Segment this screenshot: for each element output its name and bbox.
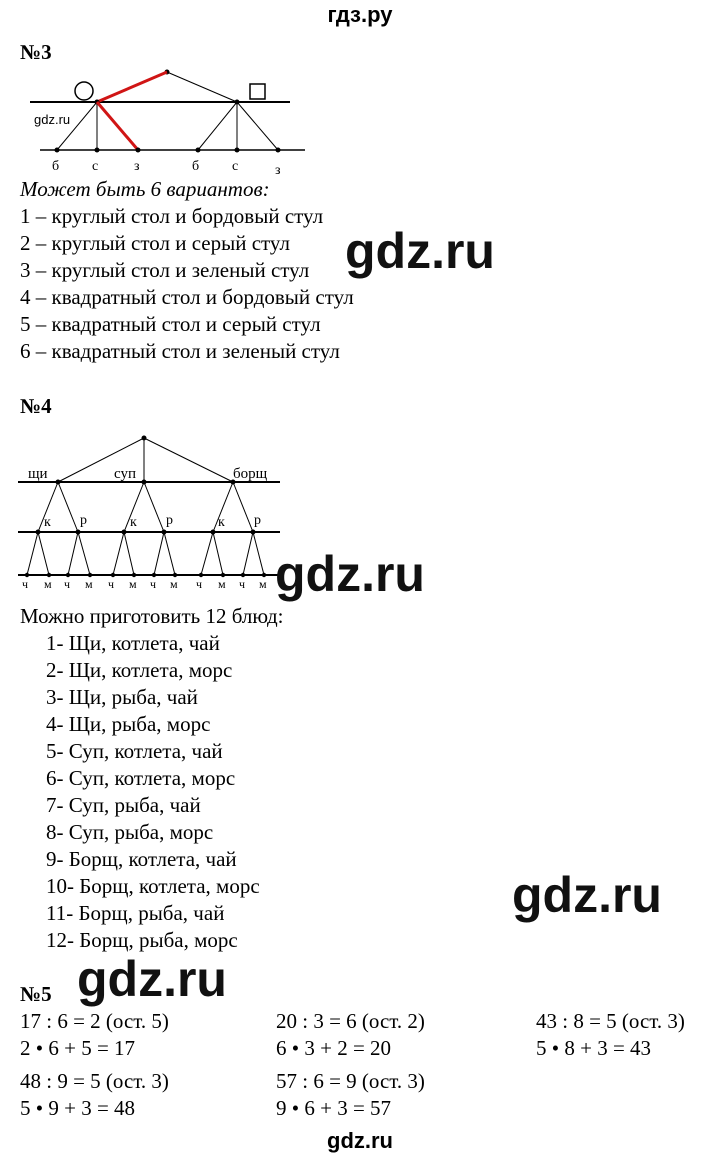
t4-l1-0: щи	[28, 466, 48, 482]
watermark-1: gdz.ru	[345, 223, 495, 279]
task3-line-4: 4 – квадратный стол и бордовый стул	[20, 285, 354, 309]
task4-line-6: 6- Суп, котлета, морс	[46, 766, 236, 790]
task3-intro: Может быть 6 вариантов:	[20, 177, 270, 201]
task3-line-5: 5 – квадратный стол и серый стул	[20, 312, 321, 336]
t4-l3-0: ч	[22, 577, 29, 590]
task5-col3-line-2: 5 • 8 + 3 = 43	[536, 1036, 652, 1060]
task5-col3-line-1: 43 : 8 = 5 (ост. 3)	[536, 1009, 685, 1033]
watermark-small: gdz.ru	[34, 112, 71, 127]
t3-label-3: б	[192, 159, 200, 174]
task4-line-2: 2- Щи, котлета, морс	[46, 658, 233, 682]
t4-l2-1: р	[80, 513, 87, 528]
t4-l2-0: к	[44, 515, 51, 530]
watermark-2: gdz.ru	[275, 546, 425, 602]
t4-l2-3: р	[166, 513, 173, 528]
t4-l3-4: ч	[108, 577, 115, 590]
task4-line-3: 3- Щи, рыба, чай	[46, 685, 198, 709]
watermark-4: gdz.ru	[77, 951, 227, 1007]
t4-l3-1: м	[44, 577, 52, 590]
task4-line-8: 8- Суп, рыба, морс	[46, 820, 214, 844]
t3-label-4: с	[232, 159, 239, 174]
t4-l3-7: м	[170, 577, 178, 590]
task4-line-7: 7- Суп, рыба, чай	[46, 793, 201, 817]
t4-l1-1: суп	[114, 466, 136, 482]
site-title-bottom: gdz.ru	[327, 1128, 393, 1153]
t4-l3-6: ч	[150, 577, 157, 590]
task4-line-4: 4- Щи, рыба, морс	[46, 712, 211, 736]
task5-col1-line-2: 2 • 6 + 5 = 17	[20, 1036, 136, 1060]
task5-col1-line-4: 5 • 9 + 3 = 48	[20, 1096, 136, 1120]
task4-line-12: 12- Борщ, рыба, морс	[46, 928, 238, 952]
task5-col2-line-2: 6 • 3 + 2 = 20	[276, 1036, 392, 1060]
task4-heading: №4	[20, 394, 52, 418]
task4-line-9: 9- Борщ, котлета, чай	[46, 847, 237, 871]
task5-heading: №5	[20, 982, 52, 1006]
task5-col2-line-1: 20 : 3 = 6 (ост. 2)	[276, 1009, 425, 1033]
t4-l2-2: к	[130, 515, 137, 530]
t4-l2-5: р	[254, 513, 261, 528]
task4-line-1: 1- Щи, котлета, чай	[46, 631, 220, 655]
task4-line-10: 10- Борщ, котлета, морс	[46, 874, 260, 898]
task5-col1-line-1: 17 : 6 = 2 (ост. 5)	[20, 1009, 169, 1033]
t4-l3-8: ч	[196, 577, 203, 590]
task4-tree-diagram	[18, 428, 288, 590]
task3-line-2: 2 – круглый стол и серый стул	[20, 231, 290, 255]
task5-col2-line-4: 9 • 6 + 3 = 57	[276, 1096, 392, 1120]
t3-label-1: с	[92, 159, 99, 174]
task5-col1-line-3: 48 : 9 = 5 (ост. 3)	[20, 1069, 169, 1093]
task4-intro: Можно приготовить 12 блюд:	[20, 604, 284, 628]
task5-col2-line-3: 57 : 6 = 9 (ост. 3)	[276, 1069, 425, 1093]
t4-l3-11: м	[259, 577, 267, 590]
t3-label-5: з	[275, 163, 281, 178]
watermark-3: gdz.ru	[512, 867, 662, 923]
t4-l3-5: м	[129, 577, 137, 590]
task4-line-5: 5- Суп, котлета, чай	[46, 739, 223, 763]
site-title-top: гдз.ру	[327, 2, 393, 27]
t4-l3-9: м	[218, 577, 226, 590]
t4-l1-2: борщ	[233, 466, 268, 482]
t4-l2-4: к	[218, 515, 225, 530]
t4-l3-10: ч	[239, 577, 246, 590]
t4-l3-2: ч	[64, 577, 71, 590]
task4-line-11: 11- Борщ, рыба, чай	[46, 901, 225, 925]
task3-line-1: 1 – круглый стол и бордовый стул	[20, 204, 324, 228]
t3-label-2: з	[134, 159, 140, 174]
task3-line-3: 3 – круглый стол и зеленый стул	[20, 258, 310, 282]
t3-label-0: б	[52, 159, 60, 174]
task3-line-6: 6 – квадратный стол и зеленый стул	[20, 339, 340, 363]
task3-heading: №3	[20, 40, 52, 64]
t4-l3-3: м	[85, 577, 93, 590]
